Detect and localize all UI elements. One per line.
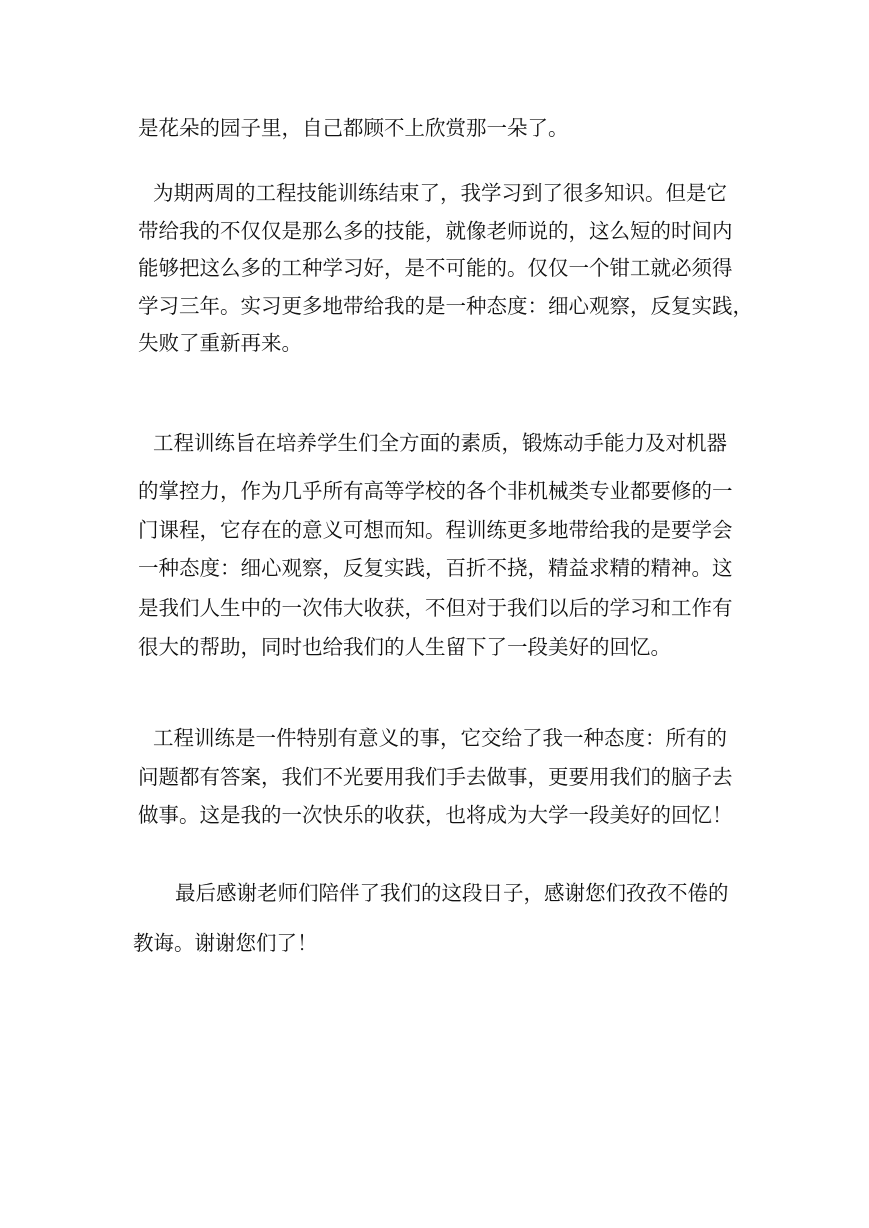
paragraph-3-line-3: 做事。这是我的一次快乐的收获，也将成为大学一段美好的回忆！ (138, 803, 733, 827)
paragraph-4-line-1: 最后感谢老师们陪伴了我们的这段日子，感谢您们孜孜不倦的 (175, 881, 729, 905)
paragraph-2-line-6: 很大的帮助，同时也给我们的人生留下了一段美好的回忆。 (138, 635, 671, 659)
paragraph-1-line-1: 为期两周的工程技能训练结束了，我学习到了很多知识。但是它 (153, 181, 727, 205)
paragraph-0-line-1: 是花朵的园子里，自己都顾不上欣赏那一朵了。 (138, 116, 569, 140)
paragraph-1-line-2: 带给我的不仅仅是那么多的技能，就像老师说的，这么短的时间内 (138, 219, 733, 243)
paragraph-3-line-1: 工程训练是一件特别有意义的事，它交给了我一种态度：所有的 (153, 726, 727, 750)
paragraph-2-line-2: 的掌控力，作为几乎所有高等学校的各个非机械类专业都要修的一 (138, 479, 733, 503)
paragraph-1-line-4: 学习三年。实习更多地带给我的是一种态度：细心观察，反复实践， (138, 294, 753, 318)
paragraph-2-line-4: 一种态度：细心观察，反复实践，百折不挠，精益求精的精神。这 (138, 556, 733, 580)
paragraph-4-line-2: 教诲。谢谢您们了！ (133, 931, 318, 955)
paragraph-2-line-3: 门课程，它存在的意义可想而知。程训练更多地带给我的是要学会 (138, 518, 733, 542)
paragraph-1-line-3: 能够把这么多的工种学习好，是不可能的。仅仅一个钳工就必须得 (138, 256, 733, 280)
paragraph-3-line-2: 问题都有答案，我们不光要用我们手去做事，更要用我们的脑子去 (138, 765, 733, 789)
paragraph-2-line-1: 工程训练旨在培养学生们全方面的素质，锻炼动手能力及对机器 (153, 431, 727, 455)
paragraph-2-line-5: 是我们人生中的一次伟大收获，不但对于我们以后的学习和工作有 (138, 596, 733, 620)
paragraph-1-line-5: 失败了重新再来。 (138, 331, 302, 355)
